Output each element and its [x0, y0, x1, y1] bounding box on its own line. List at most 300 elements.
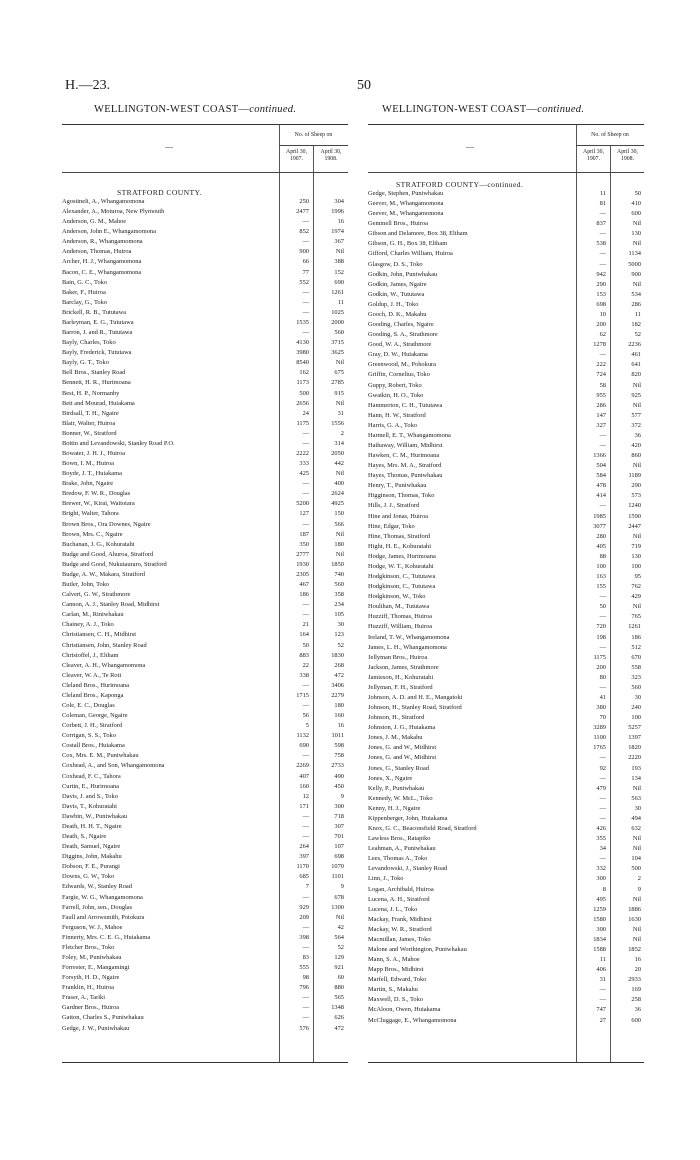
- sheep-count-1908: 367: [334, 238, 344, 246]
- sheep-count-1908: Nil: [632, 280, 641, 288]
- owner-name: Gardner Bros., Huiroa: [62, 1004, 120, 1012]
- table-row: [368, 382, 644, 390]
- sheep-count-1908: 107: [334, 843, 344, 851]
- owner-name: Death, Samuel, Ngaire: [62, 843, 121, 851]
- owner-name: Forrester, E., Mangamingi: [62, 964, 130, 972]
- sheep-count-1907: 147: [596, 411, 606, 419]
- owner-name: Hayes, Mrs. M. A., Stratford: [368, 462, 442, 470]
- owner-name: Christoffel, J., Eltham: [62, 651, 119, 659]
- table-row: [62, 813, 348, 821]
- sheep-count-1907: 900: [299, 248, 309, 256]
- left-col1-header: April 30, 1907.: [286, 149, 307, 162]
- sheep-count-1908: 1886: [628, 905, 641, 913]
- table-row: [62, 793, 348, 801]
- table-row: [62, 208, 348, 216]
- table-row: [368, 654, 644, 662]
- sheep-count-1907: 3289: [593, 724, 606, 732]
- owner-name: Buchanan, J. G., Kohuratahi: [62, 540, 135, 548]
- table-row: [368, 452, 644, 460]
- sheep-count-1907: —: [599, 593, 606, 601]
- sheep-count-1907: 66: [302, 258, 309, 266]
- sheep-count-1908: 9: [637, 885, 641, 893]
- table-row: [368, 936, 644, 944]
- sheep-count-1908: 1025: [331, 308, 344, 316]
- owner-name: Hann, H. W., Stratford: [368, 411, 426, 419]
- owner-name: Gedge, J. W., Puniwhakau: [62, 1024, 130, 1032]
- sheep-count-1907: 4130: [296, 339, 309, 347]
- sheep-count-1908: Nil: [632, 845, 641, 853]
- table-row: [368, 775, 644, 783]
- sheep-count-1907: 280: [596, 532, 606, 540]
- owner-name: Calvert, G. W., Strathmore: [62, 591, 131, 599]
- sheep-count-1907: 10: [599, 310, 606, 318]
- sheep-count-1908: 20: [634, 966, 641, 974]
- page-reference: H.—23.: [65, 78, 111, 93]
- table-row: [62, 732, 348, 740]
- sheep-count-1907: —: [302, 429, 309, 437]
- table-row: [62, 964, 348, 972]
- owner-name: Kelly, P., Puniwhakau: [368, 784, 425, 792]
- owner-name: Johnson, H., Stanley Road, Stratford: [368, 704, 462, 712]
- owner-name: Cannon, A. J., Stanley Road, Midhirst: [62, 601, 160, 609]
- owner-name: Gwatkin, H. O., Toko: [368, 391, 424, 399]
- table-row: [62, 591, 348, 599]
- owner-name: Jamieson, H., Kohuratahi: [368, 673, 434, 681]
- sheep-count-1907: 171: [299, 802, 309, 810]
- table-row: [368, 261, 644, 269]
- owner-name: Budge, A. W., Makara, Stratford: [62, 570, 145, 578]
- sheep-count-1907: —: [302, 601, 309, 609]
- sheep-count-1908: 2733: [331, 762, 344, 770]
- sheep-count-1907: 83: [302, 954, 309, 961]
- sheep-count-1907: 720: [596, 623, 606, 631]
- table-row: [62, 974, 348, 982]
- sheep-count-1908: 701: [334, 833, 344, 841]
- table-row: [62, 984, 348, 992]
- sheep-count-1908: 314: [334, 439, 344, 447]
- right-title-text: WELLINGTON-WEST COAST—: [382, 104, 538, 115]
- sheep-count-1907: 1834: [593, 935, 606, 943]
- owner-name: Budge and Good, Nukutauraro, Stratford: [62, 560, 167, 568]
- table-row: [62, 843, 348, 851]
- table-row: [62, 652, 348, 660]
- sheep-count-1908: 180: [334, 540, 344, 548]
- table-row: [62, 823, 348, 831]
- table-row: [368, 472, 644, 480]
- right-title-continued: continued.: [537, 104, 585, 115]
- table-row: [368, 805, 644, 813]
- owner-name: Jellyman Bros., Huiroa: [368, 653, 428, 661]
- sheep-count-1907: 160: [299, 782, 309, 790]
- owner-name: Brown Bros., Ora Downes, Ngaire: [62, 520, 151, 528]
- table-row: [62, 359, 348, 367]
- owner-name: Jellyman, F. H., Stratford: [368, 683, 433, 691]
- sheep-count-1908: 420: [631, 442, 641, 449]
- table-row: [62, 369, 348, 377]
- table-row: [62, 742, 348, 750]
- table-row: [368, 634, 644, 642]
- owner-name: Gibson, G. H., Box 38, Eltham: [368, 240, 448, 248]
- sheep-count-1907: 555: [299, 964, 309, 972]
- sheep-count-1907: 414: [596, 492, 606, 500]
- sheep-count-1908: 2236: [628, 341, 641, 349]
- sheep-count-1908: 1556: [331, 419, 344, 427]
- sheep-count-1907: 286: [596, 401, 606, 409]
- owner-name: Lawless Bros., Ratapiko: [368, 835, 431, 843]
- table-row: [368, 724, 644, 732]
- sheep-count-1908: Nil: [632, 220, 641, 228]
- owner-name: Downs, G. W., Toko: [62, 873, 115, 881]
- sheep-count-1907: 690: [299, 742, 309, 750]
- sheep-count-1908: 1996: [331, 208, 344, 216]
- sheep-count-1908: 880: [334, 984, 344, 992]
- sheep-count-1907: —: [599, 804, 606, 812]
- owner-name: Fraser, A., Tariki: [62, 994, 106, 1002]
- sheep-count-1907: —: [599, 683, 606, 691]
- sheep-count-1908: 50: [634, 190, 641, 197]
- sheep-count-1908: Nil: [632, 835, 641, 843]
- sheep-count-1908: Nil: [335, 530, 344, 538]
- sheep-count-1908: 577: [631, 411, 641, 419]
- sheep-count-1907: 426: [596, 825, 606, 833]
- sheep-count-1908: 134: [631, 774, 641, 782]
- sheep-count-1908: 690: [334, 278, 344, 286]
- sheep-count-1907: 5200: [296, 500, 309, 508]
- sheep-count-1908: Nil: [632, 784, 641, 792]
- sheep-count-1908: 31: [337, 409, 344, 417]
- owner-name: Alexander, A., Moturoa, New Plymouth: [62, 208, 165, 216]
- owner-name: Knox, G. C., Beaconsfield Road, Stratford: [368, 825, 477, 833]
- owner-name: Gooch, D. K., Makahu: [368, 310, 427, 318]
- sheep-count-1907: 21: [302, 621, 309, 629]
- owner-name: Jones, G. and W., Midhirst: [368, 754, 437, 762]
- owner-name: Cleland Bros., Kaponga: [62, 691, 124, 699]
- sheep-count-1907: —: [599, 613, 606, 621]
- table-row: [62, 873, 348, 881]
- table-row: [368, 291, 644, 299]
- sheep-count-1908: 2050: [331, 450, 344, 457]
- owner-name: Bayly, Frederick, Tututawa: [62, 349, 132, 357]
- sheep-count-1907: 1175: [296, 419, 309, 427]
- sheep-count-1908: 1101: [331, 873, 344, 881]
- owner-name: Linn, J., Toko: [368, 875, 404, 883]
- sheep-count-1908: 1261: [331, 288, 344, 296]
- table-row: [62, 450, 348, 458]
- table-row: [368, 432, 644, 440]
- sheep-count-1907: 12: [302, 792, 309, 800]
- owner-name: Martin, S., Makahu: [368, 986, 418, 994]
- owner-name: Birdsall, T. H., Ngaire: [62, 409, 119, 417]
- sheep-count-1908: 461: [631, 351, 641, 359]
- sheep-count-1908: 150: [334, 510, 344, 518]
- sheep-count-1908: 186: [631, 633, 641, 641]
- sheep-count-1908: 130: [631, 230, 641, 238]
- table-row: [368, 996, 644, 1004]
- table-row: [368, 321, 644, 329]
- owner-name: Godkin, W., Tututawa: [368, 290, 425, 298]
- table-row: [368, 361, 644, 369]
- sheep-count-1907: 50: [599, 603, 606, 611]
- table-row: [368, 795, 644, 803]
- sheep-count-1907: —: [302, 1004, 309, 1012]
- table-row: [62, 571, 348, 579]
- sheep-count-1907: 2777: [296, 550, 309, 558]
- sheep-count-1907: 153: [596, 290, 606, 298]
- sheep-count-1907: 852: [299, 228, 309, 236]
- table-row: [368, 593, 644, 601]
- sheep-count-1907: —: [302, 893, 309, 901]
- owner-name: Dobson, F. E., Purangi: [62, 863, 120, 871]
- sheep-count-1907: 355: [596, 835, 606, 843]
- table-row: [62, 692, 348, 700]
- sheep-count-1908: 490: [334, 772, 344, 780]
- table-row: [368, 623, 644, 631]
- owner-name: Chainey, A. J., Toko: [62, 621, 114, 629]
- table-row: [62, 470, 348, 478]
- table-row: [62, 833, 348, 841]
- table-row: [62, 752, 348, 760]
- table-row: [62, 994, 348, 1002]
- sheep-count-1908: 1830: [331, 651, 344, 659]
- sheep-count-1908: 573: [631, 492, 641, 500]
- owner-name: Good, W. A., Strathmore: [368, 341, 432, 349]
- table-row: [368, 422, 644, 430]
- left-sheep-header: No. of Sheep on: [294, 132, 333, 138]
- sheep-count-1908: 160: [334, 712, 344, 720]
- table-row: [62, 883, 348, 891]
- sheep-count-1907: 50: [302, 641, 309, 649]
- sheep-count-1908: 1300: [331, 903, 344, 911]
- table-row: [62, 712, 348, 720]
- owner-name: Henry, T., Puniwhakau: [368, 482, 427, 490]
- sheep-count-1907: —: [302, 439, 309, 447]
- owner-name: Ferguson, W. J., Mahoe: [62, 923, 123, 931]
- sheep-count-1908: 180: [334, 702, 344, 709]
- sheep-count-1908: 450: [334, 782, 344, 790]
- sheep-count-1908: 719: [631, 542, 641, 550]
- owner-name: Gifford, Charles William, Huiroa: [368, 250, 453, 258]
- table-row: [368, 644, 644, 652]
- sheep-count-1907: 98: [302, 974, 309, 982]
- table-row: [368, 956, 644, 964]
- table-row: [62, 762, 348, 770]
- owner-name: Huzziff, Thomas, Huiroa: [368, 613, 433, 621]
- sheep-count-1908: Nil: [632, 925, 641, 933]
- sheep-count-1908: 4925: [331, 500, 344, 508]
- table-row: [368, 886, 644, 894]
- sheep-count-1908: 1852: [628, 946, 641, 953]
- sheep-count-1908: 100: [631, 562, 641, 570]
- owner-name: Baker, F., Huiroa: [62, 288, 106, 296]
- sheep-count-1907: —: [302, 298, 309, 306]
- table-row: [368, 704, 644, 712]
- table-row: [368, 714, 644, 722]
- owner-name: Gray, D. W., Huiakama: [368, 351, 428, 359]
- sheep-count-1908: 300: [334, 802, 344, 810]
- owner-name: Hodgkinson, C., Tututawa: [368, 583, 436, 591]
- owner-name: Cleaver, W. A., Te Roti: [62, 671, 122, 679]
- table-row: [62, 521, 348, 529]
- table-row: [62, 783, 348, 791]
- table-row: [62, 601, 348, 609]
- table-row: [62, 662, 348, 670]
- sheep-count-1908: 2447: [628, 522, 641, 530]
- table-row: [62, 379, 348, 387]
- sheep-count-1908: 915: [334, 389, 344, 397]
- table-row: [368, 190, 644, 198]
- sheep-count-1908: 193: [631, 764, 641, 772]
- owner-name: Gooding, Charles, Ngaire: [368, 321, 434, 329]
- sheep-count-1907: 942: [596, 270, 606, 278]
- sheep-count-1908: 563: [631, 794, 641, 802]
- table-row: [368, 603, 644, 611]
- owner-name: Huzziff, William, Huiroa: [368, 623, 433, 631]
- sheep-count-1908: 11: [634, 310, 641, 318]
- sheep-count-1908: 286: [631, 300, 641, 308]
- sheep-count-1908: 30: [337, 621, 344, 629]
- sheep-count-1908: 52: [337, 943, 344, 951]
- sheep-count-1908: 762: [631, 583, 641, 591]
- table-row: [368, 301, 644, 309]
- sheep-count-1907: 1278: [593, 341, 606, 349]
- table-row: [62, 500, 348, 508]
- sheep-count-1908: 307: [334, 822, 344, 830]
- table-row: [368, 220, 644, 228]
- table-row: [368, 875, 644, 883]
- table-row: [368, 402, 644, 410]
- owner-name: Finnerty, Mrs. C. E. G., Huiakama: [62, 933, 151, 941]
- table-row: [62, 349, 348, 357]
- owner-name: Anderson, R., Whangamomona: [62, 238, 143, 246]
- sheep-count-1907: 338: [299, 671, 309, 679]
- table-row: [62, 642, 348, 650]
- owner-name: Johnson, A. D. and H. E., Mangatoki: [368, 694, 463, 701]
- owner-name: Bayly, G. T., Toko: [62, 359, 109, 367]
- owner-name: Cox, Mrs. E. M., Puniwhakau: [62, 752, 139, 760]
- right-table: [368, 124, 644, 1063]
- sheep-count-1908: 290: [631, 482, 641, 490]
- sheep-count-1908: 129: [334, 954, 344, 961]
- sheep-count-1908: 16: [634, 956, 641, 964]
- table-row: [368, 412, 644, 420]
- table-row: [368, 946, 644, 954]
- left-table: [62, 124, 348, 1063]
- sheep-count-1907: —: [599, 774, 606, 782]
- owner-name: Jackson, James, Strathmore: [368, 663, 439, 671]
- left-dash-header: —: [165, 142, 173, 151]
- sheep-count-1908: 388: [334, 258, 344, 266]
- sheep-count-1907: 1930: [296, 560, 309, 568]
- sheep-count-1907: —: [302, 238, 309, 246]
- table-row: [368, 250, 644, 258]
- owner-name: Budge and Good, Ahuroa, Stratford: [62, 550, 154, 558]
- table-row: [368, 815, 644, 823]
- sheep-count-1907: 2477: [296, 208, 309, 216]
- owner-name: Johnson, H., Stratford: [368, 714, 425, 722]
- table-row: [62, 1004, 348, 1012]
- sheep-count-1907: 300: [596, 925, 606, 933]
- owner-name: Bredow, F. W. R., Douglas: [62, 490, 131, 498]
- owner-name: Hine and Jonas, Huiroa: [368, 512, 428, 520]
- sheep-count-1908: 2220: [628, 754, 641, 762]
- sheep-count-1907: 62: [599, 331, 606, 339]
- owner-name: Bown, I. M., Huiroa: [62, 460, 115, 468]
- sheep-count-1908: 105: [334, 611, 344, 619]
- owner-name: Hathaway, William, Midhirst: [368, 442, 443, 449]
- owner-name: Franklin, H., Huiroa: [62, 984, 115, 992]
- table-row: [368, 754, 644, 762]
- table-row: [62, 621, 348, 629]
- table-row: [62, 682, 348, 690]
- sheep-count-1907: —: [599, 442, 606, 449]
- sheep-count-1907: 467: [299, 581, 309, 589]
- sheep-count-1908: 16: [337, 722, 344, 730]
- table-row: [368, 744, 644, 752]
- sheep-count-1907: 34: [599, 845, 606, 853]
- sheep-count-1908: 234: [334, 601, 344, 609]
- sheep-count-1907: 425: [299, 470, 309, 478]
- owner-name: Bain, G. C., Toko: [62, 278, 108, 286]
- sheep-count-1907: —: [302, 822, 309, 830]
- table-row: [62, 410, 348, 418]
- owner-name: Anderson, G. M., Mahoe: [62, 218, 127, 226]
- table-row: [368, 492, 644, 500]
- owner-name: Death, S., Ngaire: [62, 833, 107, 841]
- owner-name: Guppy, Robert, Toko: [368, 381, 422, 389]
- sheep-count-1907: 77: [302, 268, 309, 276]
- sheep-count-1907: 222: [596, 361, 606, 369]
- sheep-count-1907: 8: [602, 885, 606, 893]
- sheep-count-1908: 169: [631, 986, 641, 994]
- sheep-count-1908: Nil: [632, 240, 641, 248]
- table-row: [62, 238, 348, 246]
- table-row: [368, 926, 644, 934]
- owner-name: Malone and Worthington, Puniwhakau: [368, 946, 467, 953]
- sheep-count-1908: 900: [631, 270, 641, 278]
- table-row: [368, 613, 644, 621]
- sheep-count-1908: 675: [334, 369, 344, 377]
- sheep-count-1908: 268: [334, 661, 344, 669]
- table-row: [62, 400, 348, 408]
- sheep-count-1908: 36: [634, 1006, 641, 1014]
- table-row: [62, 803, 348, 811]
- right-sheep-header: No. of Sheep on: [591, 132, 629, 138]
- sheep-count-1907: 2656: [296, 399, 309, 407]
- owner-name: Agostineli, A., Whangamomona: [62, 198, 145, 205]
- sheep-count-1908: 1070: [331, 863, 344, 871]
- table-row: [62, 1025, 348, 1033]
- sheep-count-1907: 552: [299, 278, 309, 286]
- sheep-count-1907: 698: [596, 300, 606, 308]
- owner-name: Carlan, M., Riniwhakau: [62, 611, 124, 619]
- sheep-count-1907: 1580: [593, 915, 606, 923]
- sheep-count-1907: 31: [599, 976, 606, 984]
- table-row: [368, 331, 644, 339]
- owner-name: Barleyman, E. G., Tututawa: [62, 318, 134, 326]
- table-row: [368, 563, 644, 571]
- sheep-count-1907: 164: [299, 631, 309, 639]
- sheep-count-1907: —: [302, 490, 309, 498]
- table-row: [368, 482, 644, 490]
- owner-name: Logan, Archibald, Huiroa: [368, 885, 434, 893]
- table-row: [368, 845, 644, 853]
- sheep-count-1908: 104: [631, 855, 641, 863]
- owner-name: Cleaver, A. H., Whangamomona: [62, 661, 146, 669]
- sheep-count-1907: —: [302, 520, 309, 528]
- table-row: [368, 341, 644, 349]
- sheep-count-1907: —: [599, 431, 606, 439]
- sheep-count-1908: 123: [334, 631, 344, 639]
